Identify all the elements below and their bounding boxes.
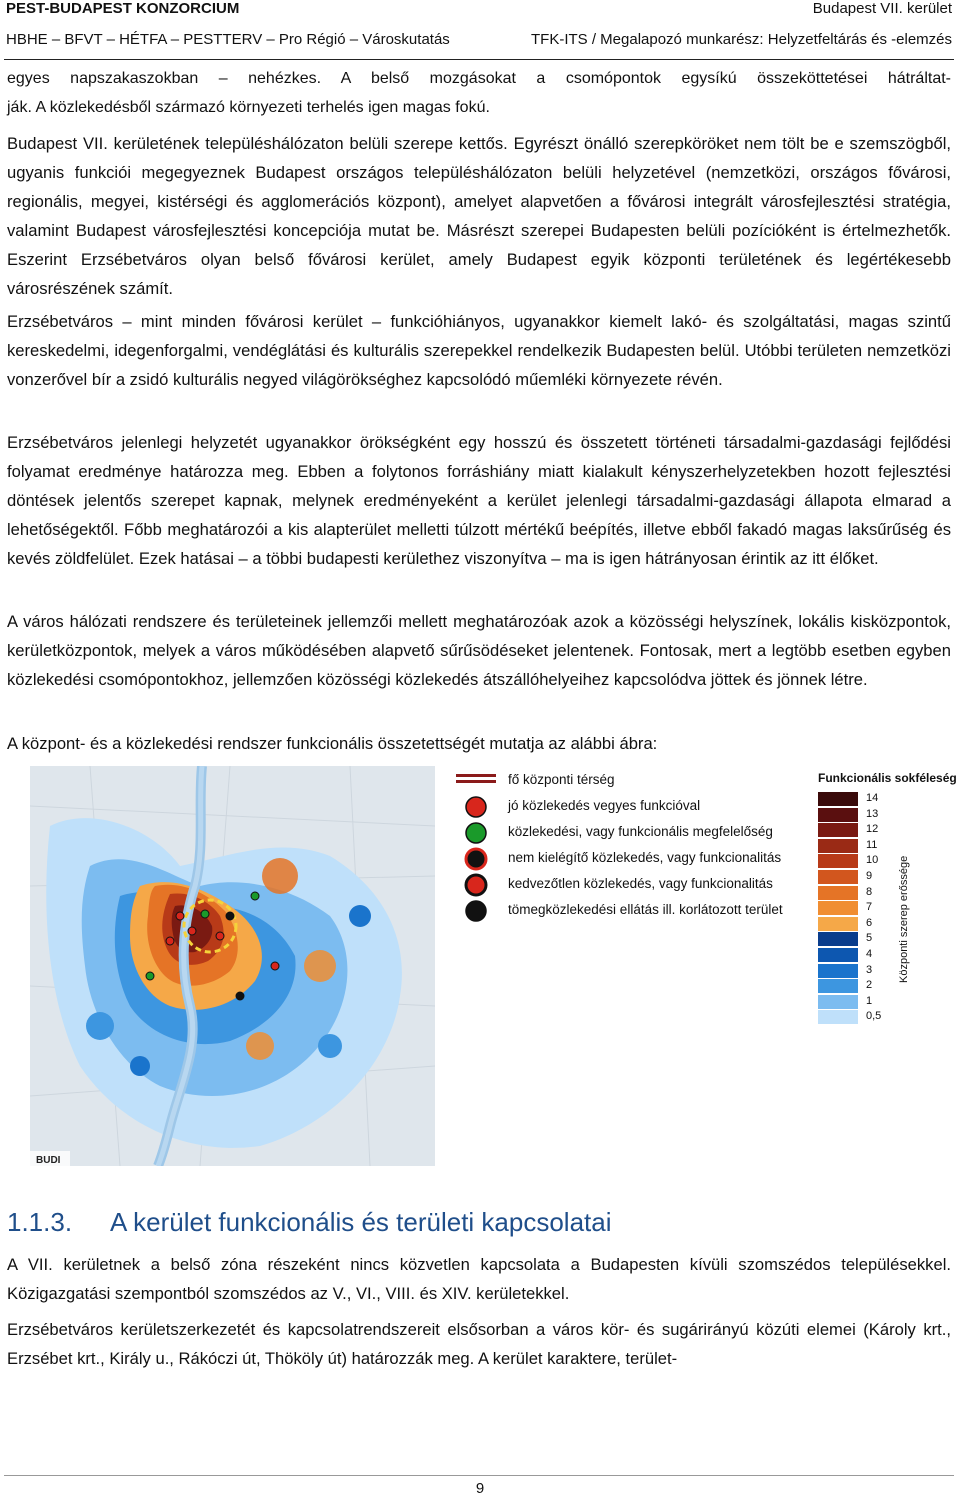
budapest-center-map <box>30 766 435 1166</box>
map-logo: BUDI <box>36 1155 61 1166</box>
paragraph-history <box>7 428 951 573</box>
paragraph-text: Erzsébetváros – mint minden fővárosi kerület – funkcióhiányos, ugyanakkor kiemelt lakó- és szolgáltatási, magas szintű kereskedelmi, idegenforgalmi, vendéglátási és kulturális szerepekkel rendelkezik Budapesten belül. Utóbbi területen nemzetközi vonzerővel bír a zsidó kulturális negyed világörökséghez kapcsolódó műemléki környezete révén. <box>7 312 951 389</box>
paragraph-text: Erzsébetváros kerületszerkezetét és kapcsolatrendszereit elsősorban a város kör- és sugárirányú közúti elemei (Károly krt., Erzsébet krt., Király u., Rákóczi út, Thököly út) határozzák meg. A kerület karaktere, terület- <box>7 1320 951 1368</box>
scale-title: Funkcionális sokféleség <box>818 771 957 785</box>
section-heading <box>7 1207 612 1238</box>
paragraph-text: A város hálózati rendszere és területeinek jellemzői mellett meghatározóak azok a közösségi helyszínek, lokális kisközpontok, kerületközpontok, melyek a város működésében alapvető sűrűsödéseket jelentenek. Fontosak, mert a legtöbb esetben egyben közlekedési csomópontokhoz, jellemzően közösségi közlekedés átszállóhelyeihez kapcsolódva jöttek és jönnek létre. <box>7 612 951 689</box>
text-line: ják. A közlekedésből származó környezeti terhelés igen magas fokú. <box>7 99 490 116</box>
scale-swatch <box>818 839 858 853</box>
scale-value: 1 <box>866 994 873 1007</box>
scale-axis-label: Központi szerep erőssége <box>898 855 910 983</box>
scale-swatch <box>818 1010 858 1024</box>
paragraph-functions <box>7 307 951 394</box>
section-number: 1.1.3. <box>7 1207 73 1237</box>
paragraph-continued <box>7 64 951 122</box>
header-divider <box>4 59 954 60</box>
paragraph-text: A központ- és a közlekedési rendszer funkcionális összetettségét mutatja az alábbi ábra: <box>7 734 658 753</box>
scale-value: 14 <box>866 792 879 804</box>
paragraph-neighbors <box>7 1250 951 1308</box>
paragraph-figure-intro <box>7 729 951 758</box>
scale-value: 11 <box>866 838 878 851</box>
map-legend: fő központi térség jó közlekedés vegyes funkcióval közlekedési, vagy funkcionális megfelelőség nem kielégítő közlekedés, vagy funkcionalitás kedvezőtlen közlekedés, vagy funkcionalitás tömegközlekedési ellátás ill. korlátozott terület Funkcionális sokféleség 14 13 12 11 10 9 8 7 6 5 4 3 2 1 0,5 Központi szerep erőssége <box>448 768 960 1038</box>
scale-value: 10 <box>866 854 879 867</box>
paragraph-structure <box>7 1315 951 1373</box>
paragraph-text: Budapest VII. kerületének településhálózaton belüli szerepe kettős. Egyrészt önálló szerepköröket nem tölt be e szemszögből, ugyanis funkciói megegyeznek Budapest országos településhálózaton belüli helyzetével (nemzetközi, országos fővárosi, regionális, megyei, kistérségi és agglomerációs központ), amelyet alapvetően a fővárosi integrált városfejlesztési stratégia, valamint Budapest városfejlesztési koncepciója mutat be. Másrészt szerepei Budapesten belüli pozícióként is értelmezhetők. Eszerint Erzsébetváros olyan belső fővárosi kerület, amely Budapest egyik központi területének és legértékesebb városrészének számít. <box>7 134 951 298</box>
partners-list: HBHE – BFVT – HÉTFA – PESTTERV – Pro Régió – Városkutatás <box>6 31 450 48</box>
paragraph-role <box>7 129 951 303</box>
scale-value: 3 <box>866 963 873 976</box>
scale-swatch <box>818 854 858 868</box>
scale-swatch <box>818 808 858 822</box>
scale-value: 5 <box>866 932 873 945</box>
scale-swatch <box>818 823 858 837</box>
scale-swatch <box>818 948 858 962</box>
scale-swatch <box>818 964 858 978</box>
section-title: A kerület funkcionális és területi kapcsolatai <box>110 1207 612 1237</box>
scale-value: 8 <box>866 885 873 898</box>
scale-value: 12 <box>866 823 879 836</box>
consortium-name: PEST-BUDAPEST KONZORCIUM <box>6 0 240 17</box>
scale-swatch <box>818 979 858 993</box>
map-figure <box>30 766 435 1166</box>
paragraph-network <box>7 607 951 694</box>
scale-swatch <box>818 870 858 884</box>
footer-divider <box>4 1475 954 1476</box>
document-part: TFK-ITS / Megalapozó munkarész: Helyzetfeltárás és -elemzés <box>531 31 952 48</box>
paragraph-text: A VII. kerületnek a belső zóna részeként nincs közvetlen kapcsolata a Budapesten kívüli szomszédos településekkel. Közigazgatási szempontból szomszédos az V., VI., VIII. és XIV. kerületekkel. <box>7 1255 951 1303</box>
scale-value: 0,5 <box>866 1010 882 1023</box>
scale-swatch <box>818 995 858 1009</box>
scale-swatch <box>818 917 858 931</box>
scale-value: 4 <box>866 948 873 960</box>
scale-value: 6 <box>866 916 873 929</box>
page-number: 9 <box>475 1480 485 1497</box>
scale-value: 13 <box>866 807 879 820</box>
paragraph-text: Erzsébetváros jelenlegi helyzetét ugyanakkor örökségként egy hosszú és összetett történeti társadalmi-gazdasági fejlődési folyamat eredménye határozza meg. Ebben a folytonos forráshiány miatt kialakult kényszerhelyzetekben hozott fejlesztési döntések jelentős szerepet kapnak, melynek eredményeként a kerület jelenlegi társadalmi-gazdasági állapota elmarad a lehetőségektől. Főbb meghatározói a kis alapterület melletti túlzott mértékű beépítés, illetve ebből fakadó magas laksűrűség és kevés zöldfelület. Ezek hatásai – a többi budapesti kerülethez viszonyítva – ma is igen hátrányosan érintik az itt élőket. <box>7 433 951 568</box>
district-name: Budapest VII. kerület <box>812 0 952 17</box>
scale-value: 7 <box>866 901 873 914</box>
scale-value: 9 <box>866 870 873 882</box>
scale-swatch <box>818 792 858 806</box>
scale-swatch <box>818 901 858 915</box>
scale-swatch <box>818 886 858 900</box>
text-line: egyes napszakaszokban – nehézkes. A belső mozgásokat a csomópontok egysíkú összeköttetései hátráltat- <box>7 70 951 87</box>
scale-swatch <box>818 932 858 946</box>
scale-value: 2 <box>866 979 873 992</box>
